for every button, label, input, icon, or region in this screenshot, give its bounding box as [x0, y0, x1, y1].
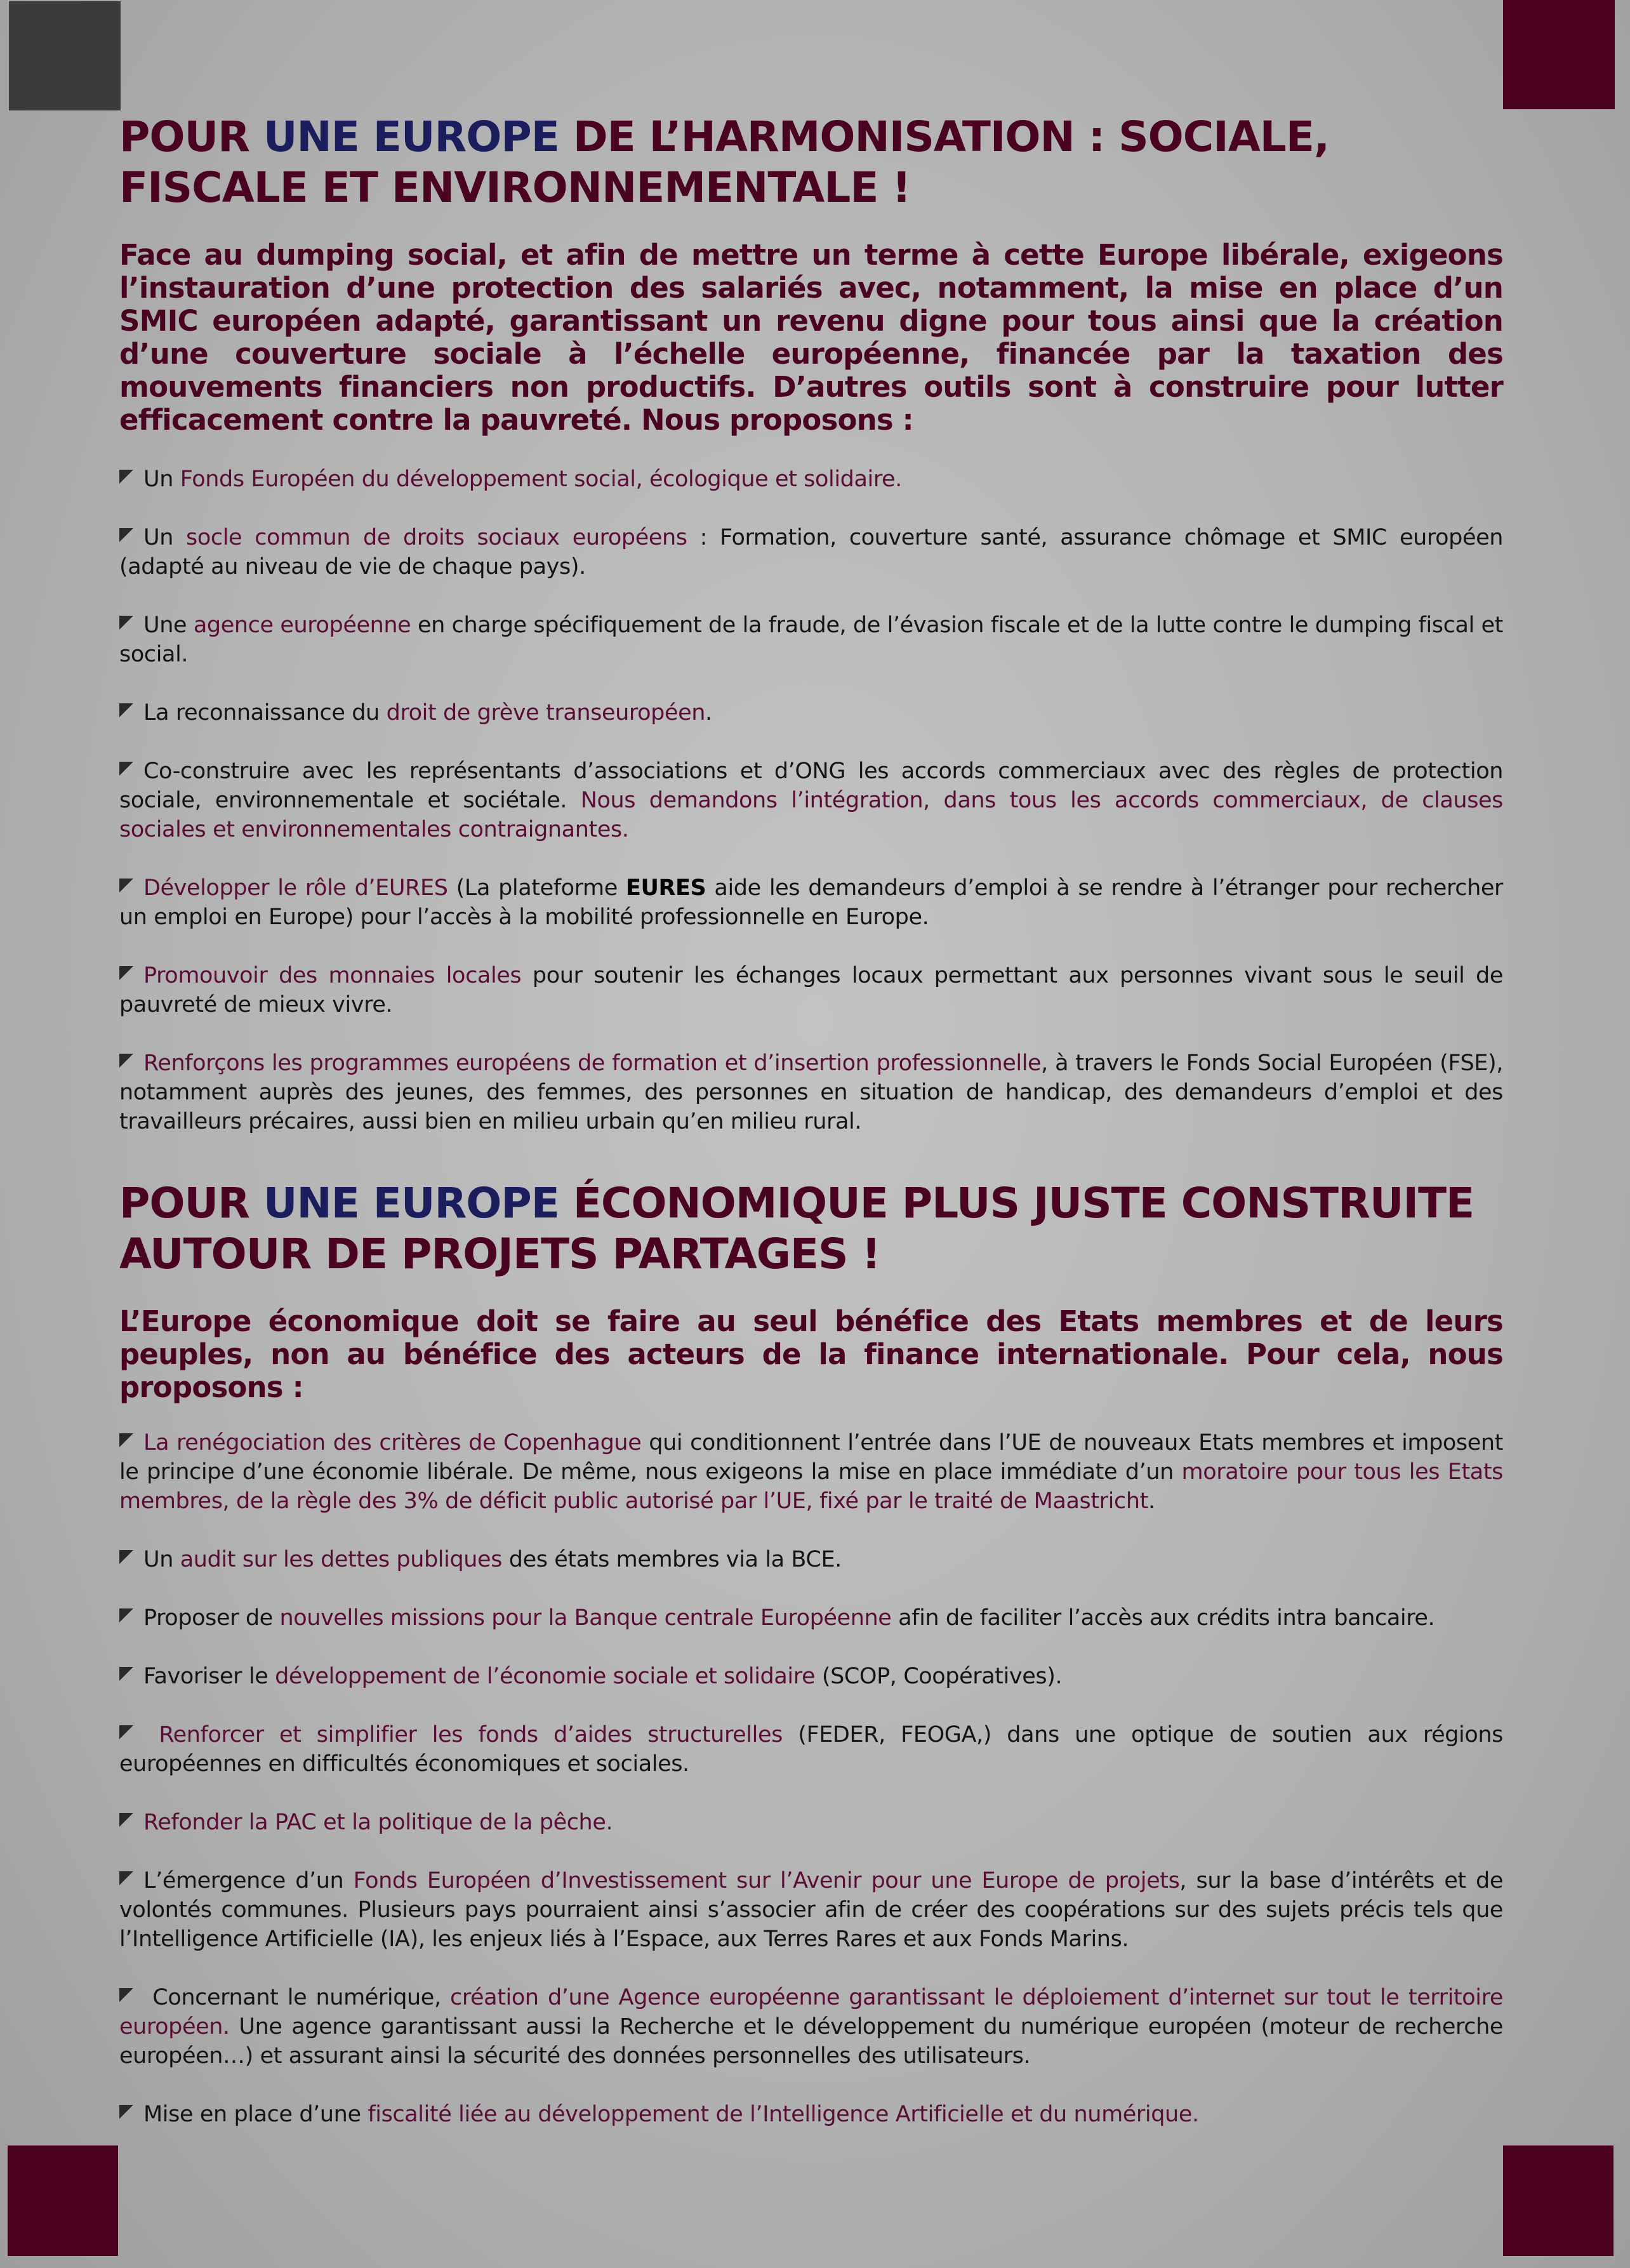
corner-block-top-right: [1503, 0, 1615, 109]
triangle-bullet-icon: [119, 703, 133, 717]
triangle-bullet-icon: [119, 528, 133, 542]
list-item: Promouvoir des monnaies locales pour soutenir les échanges locaux permettant aux personnes vivant sous le seuil de pauvreté de mieux vivre.: [119, 963, 1503, 1018]
list-item: Renforcer et simplifier les fonds d’aides structurelles (FEDER, FEOGA,) dans une optique de soutien aux régions européennes en difficultés économiques et sociales.: [119, 1722, 1503, 1777]
triangle-bullet-icon: [119, 879, 133, 892]
list-item: Mise en place d’une fiscalité liée au développement de l’Intelligence Artificielle et du numérique.: [119, 2100, 1503, 2129]
list-item: Favoriser le développement de l’économie sociale et solidaire (SCOP, Coopératives).: [119, 1662, 1503, 1691]
list-item: Un audit sur les dettes publiques des états membres via la BCE.: [119, 1545, 1503, 1574]
list-item: Un socle commun de droits sociaux européens : Formation, couverture santé, assurance chômage et SMIC européen (adapté au niveau de vie de chaque pays).: [119, 525, 1503, 580]
list-item: Refonder la PAC et la politique de la pêche.: [119, 1808, 1503, 1837]
triangle-bullet-icon: [119, 1725, 133, 1739]
list-item: Concernant le numérique, création d’une Agence européenne garantissant le déploiement d’internet sur tout le territoire européen. Une agence garantissant aussi la Recherche et le développement du numérique européen (moteur de recherche européen…) et assurant ainsi la sécurité des données personnelles des utilisateurs.: [119, 1985, 1503, 2069]
list-item: La renégociation des critères de Copenhague qui conditionnent l’entrée dans l’UE de nouveaux Etats membres et imposent le principe d’une économie libérale. De même, nous exigeons la mise en place immédiate d’un moratoire pour tous les Etats membres, de la règle des 3% de déficit public autorisé par l’UE, fixé par le traité de Maastricht.: [119, 1430, 1504, 1514]
list-item: Une agence européenne en charge spécifiquement de la fraude, de l’évasion fiscale et de la lutte contre le dumping fiscal et social.: [119, 613, 1504, 667]
section-lead: Face au dumping social, et afin de mettre un terme à cette Europe libérale, exigeons l’instauration d’une protection des salariés avec, notamment, la mise en place d’un SMIC européen adapté, garantissant un revenu digne pour tous ainsi que la création d’une couverture sociale à l’échelle européenne, financée par la taxation des mouvements financiers non productifs. D’autres outils sont à construire pour lutter efficacement contre la pauvreté. Nous proposons :: [119, 238, 1503, 437]
triangle-bullet-icon: [119, 1550, 133, 1564]
corner-block-top-left: [9, 1, 121, 110]
list-item: Un Fonds Européen du développement social, écologique et solidaire.: [119, 465, 1503, 494]
triangle-bullet-icon: [119, 1054, 133, 1068]
list-item: L’émergence d’un Fonds Européen d’Investissement sur l’Avenir pour une Europe de projets, sur la base d’intérêts et de volontés communes. Plusieurs pays pourraient ainsi s’associer afin de créer des coopérations sur des sujets précis tels que l’Intelligence Artificielle (IA), les enjeux liés à l’Espace, aux Terres Rares et aux Fonds Marins.: [119, 1868, 1503, 1952]
triangle-bullet-icon: [119, 2105, 133, 2119]
triangle-bullet-icon: [119, 762, 133, 776]
triangle-bullet-icon: [119, 966, 133, 980]
section-economie: [119, 1178, 1503, 2129]
triangle-bullet-icon: [119, 1988, 133, 2002]
triangle-bullet-icon: [119, 616, 133, 630]
list-item: La reconnaissance du droit de grève transeuropéen.: [119, 698, 1503, 727]
section-lead: L’Europe économique doit se faire au seul bénéfice des Etats membres et de leurs peuples, non au bénéfice des acteurs de la finance internationale. Pour cela, nous proposons :: [119, 1304, 1503, 1404]
list-item: Renforçons les programmes européens de formation et d’insertion professionnelle, à travers le Fonds Social Européen (FSE), notamment auprès des jeunes, des femmes, des personnes en situation de handicap, des demandeurs d’emploi et des travailleurs précaires, aussi bien en milieu urbain qu’en milieu rural.: [119, 1051, 1503, 1134]
triangle-bullet-icon: [119, 1813, 133, 1827]
corner-block-bottom-left: [8, 2145, 118, 2256]
triangle-bullet-icon: [119, 1433, 133, 1447]
triangle-bullet-icon: [119, 470, 133, 484]
section-title: POUR UNE EUROPE DE L’HARMONISATION : SOCIALE, FISCALE ET ENVIRONNEMENTALE !: [119, 112, 1330, 212]
triangle-bullet-icon: [119, 1608, 133, 1622]
corner-block-bottom-right: [1503, 2145, 1613, 2256]
list-item: Proposer de nouvelles missions pour la Banque centrale Européenne afin de faciliter l’accès aux crédits intra bancaire.: [119, 1603, 1503, 1633]
triangle-bullet-icon: [119, 1871, 133, 1885]
triangle-bullet-icon: [119, 1667, 133, 1681]
section-title: POUR UNE EUROPE ÉCONOMIQUE PLUS JUSTE CONSTRUITE AUTOUR DE PROJETS PARTAGES !: [119, 1179, 1474, 1278]
list-item: Co-construire avec les représentants d’associations et d’ONG les accords commerciaux avec des règles de protection sociale, environnementale et sociétale. Nous demandons l’intégration, dans tous les accords commerciaux, de clauses sociales et environnementales contraignantes.: [119, 759, 1503, 842]
section-harmonisation: [119, 112, 1503, 1136]
list-item: Développer le rôle d’EURES (La plateforme EURES aide les demandeurs d’emploi à se rendre à l’étranger pour rechercher un emploi en Europe) pour l’accès à la mobilité professionnelle en Europe.: [119, 875, 1503, 930]
